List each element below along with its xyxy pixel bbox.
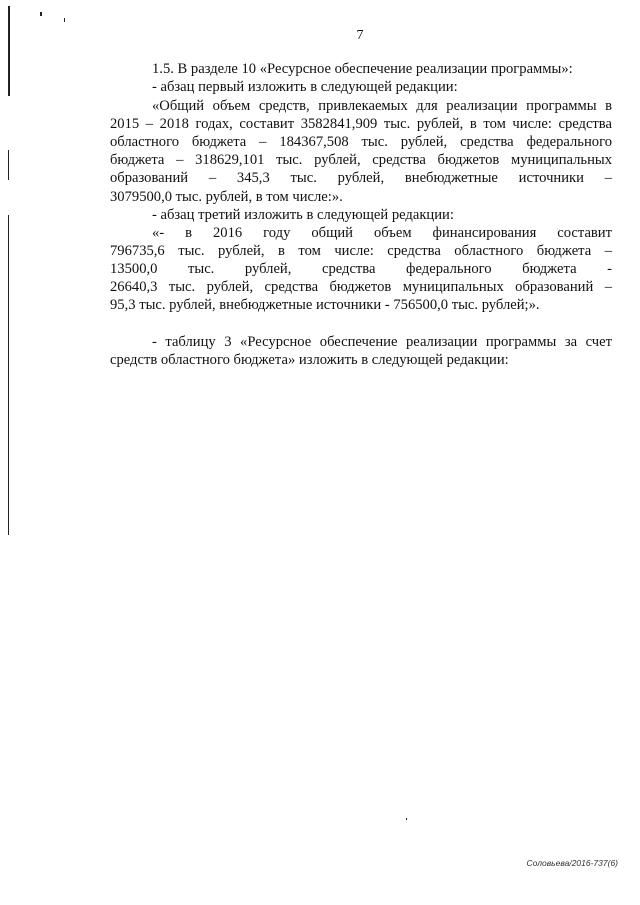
text-line: 95,3 тыс. рублей, внебюджетные источники - 756500,0 тыс. рублей;». xyxy=(110,297,540,313)
text-line: 26640,3 тыс. рублей, средства бюджетов муниципальных образований – xyxy=(110,279,612,295)
scan-edge-mark xyxy=(8,215,9,535)
scan-dot xyxy=(406,818,407,820)
scan-dot xyxy=(64,18,65,22)
text-line: - абзац третий изложить в следующей редакции: xyxy=(152,207,454,223)
text-line: образований – 345,3 тыс. рублей, внебюджетные источники – xyxy=(110,170,612,186)
scan-edge-mark xyxy=(8,150,9,180)
text-line: - таблицу 3 «Ресурсное обеспечение реализации программы за счет xyxy=(152,334,612,350)
text-line: средств областного бюджета» изложить в следующей редакции: xyxy=(110,352,509,368)
text-line: «Общий объем средств, привлекаемых для реализации программы в xyxy=(152,98,612,114)
text-line: 1.5. В разделе 10 «Ресурсное обеспечение реализации программы»: xyxy=(152,61,573,77)
text-line: областного бюджета – 184367,508 тыс. рублей, средства федерального xyxy=(110,134,612,150)
scan-edge-mark xyxy=(8,6,10,96)
text-line: бюджета – 318629,101 тыс. рублей, средства бюджетов муниципальных xyxy=(110,152,612,168)
text-line: 3079500,0 тыс. рублей, в том числе:». xyxy=(110,189,343,205)
text-line: 796735,6 тыс. рублей, в том числе: средства областного бюджета – xyxy=(110,243,612,259)
page-number: 7 xyxy=(356,28,364,43)
text-line: 2015 – 2018 годах, составит 3582841,909 тыс. рублей, в том числе: средства xyxy=(110,116,612,132)
scan-dot xyxy=(40,12,42,16)
document-footer-code: Соловьева/2016-737(6) xyxy=(526,858,618,868)
text-line: - абзац первый изложить в следующей редакции: xyxy=(152,79,458,95)
text-line: «- в 2016 году общий объем финансирования составит xyxy=(152,225,612,241)
text-line: 13500,0 тыс. рублей, средства федерального бюджета - xyxy=(110,261,612,277)
